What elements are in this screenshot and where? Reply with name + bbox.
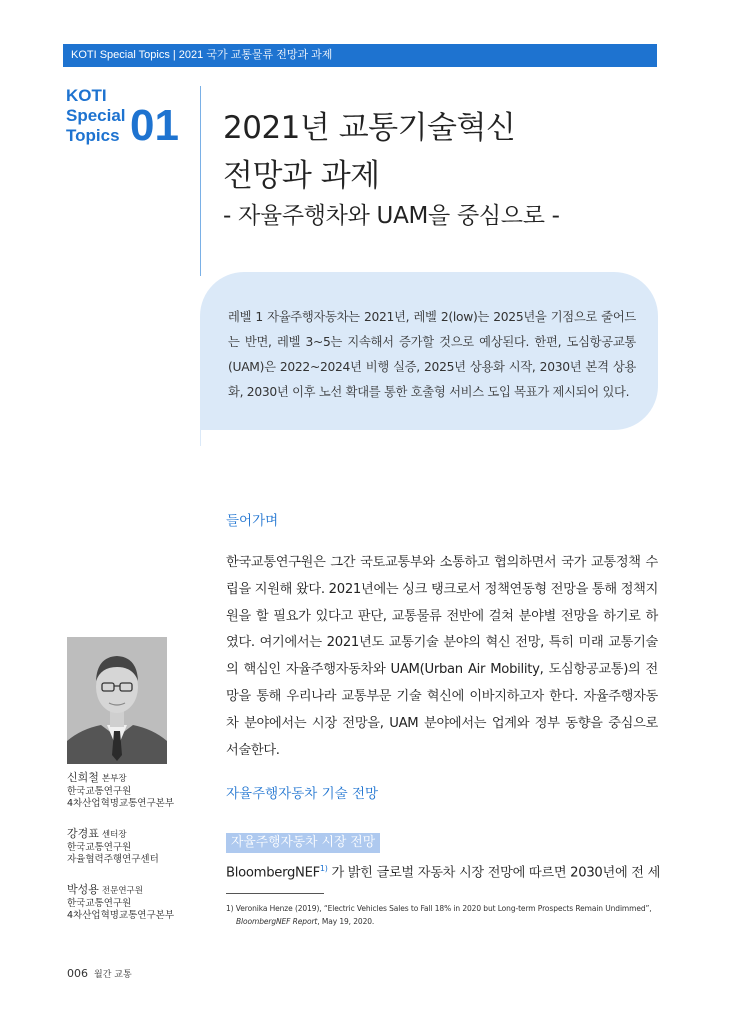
author-org: 한국교통연구원 xyxy=(67,841,132,853)
author-org: 한국교통연구원 xyxy=(67,785,132,797)
title-line-1: 2021년 교통기술혁신 xyxy=(223,110,516,146)
av-heading: 자율주행자동차 기술 전망 xyxy=(226,786,379,802)
footnote xyxy=(226,902,658,928)
title-line-2: 전망과 과제 xyxy=(223,158,380,194)
footnote-ref[interactable]: 1) xyxy=(319,864,328,873)
author-role: 센터장 xyxy=(101,830,127,840)
author-1 xyxy=(67,772,174,811)
market-body-pre: BloombergNEF xyxy=(226,865,320,881)
footnote-rule xyxy=(226,893,324,894)
footnote-text: Veronika Henze (2019), “Electric Vehicles Sales to Fall 18% in 2020 but Long-term Prospects Remain Undimmed”, xyxy=(235,904,652,913)
abstract-tail xyxy=(200,430,201,446)
author-org: 한국교통연구원 xyxy=(67,897,132,909)
author-role: 전문연구원 xyxy=(101,886,143,896)
series-label xyxy=(66,86,126,146)
page-footer xyxy=(67,967,132,980)
market-body xyxy=(226,857,661,885)
article-title xyxy=(223,104,515,200)
author-2 xyxy=(67,828,159,867)
series-number: 01 xyxy=(130,101,179,150)
author-3 xyxy=(67,884,174,923)
footnote-marker: 1) xyxy=(226,904,234,913)
market-body-post: 가 밝힌 글로벌 자동차 시장 전망에 따르면 2030년에 전 세 xyxy=(327,865,661,881)
intro-heading: 들어가며 xyxy=(226,513,279,529)
author-dept: 4차산업혁명교통연구본부 xyxy=(67,798,174,809)
market-subheading: 자율주행자동차 시장 전망 xyxy=(226,833,380,853)
author-name: 박성용 xyxy=(67,883,99,896)
intro-body: 한국교통연구원은 그간 국토교통부와 소통하고 협의하면서 국가 교통정책 수립을 지원해 왔다. 2021년에는 싱크 탱크로서 정책연동형 전망을 통해 정책지원을 할 필요가 있다고 판단, 교통물류 전반에 걸쳐 분야별 전망을 하기로 하였다. 여기에서는 2021년도 교통기술 분야의 혁신 전망, 특히 미래 교통기술의 핵심인 자율주행자동차와 UAM(Urban Air Mobility, 도심항공교통)의 전망을 통해 우리나라 교통부문 기술 혁신에 이바지하고자 한다. 자율주행자동차 분야에서는 시장 전망을, UAM 분야에서는 업계와 정부 동향을 중심으로 서술한다. xyxy=(226,555,659,758)
abstract-box xyxy=(200,272,658,430)
author-photo xyxy=(67,637,167,764)
series-label-line: Topics xyxy=(66,126,120,145)
author-role: 본부장 xyxy=(101,774,127,784)
footnote-date: , May 19, 2020. xyxy=(317,917,375,926)
page-number: 006 xyxy=(67,967,88,980)
author-name: 강경표 xyxy=(67,827,99,840)
series-label-line: KOTI xyxy=(66,86,107,105)
author-dept: 자율협력주행연구센터 xyxy=(67,854,159,865)
author-name: 신희철 xyxy=(67,771,99,784)
publication-name: 월간 교통 xyxy=(94,970,132,980)
running-header: KOTI Special Topics | 2021 국가 교통물류 전망과 과제 xyxy=(63,44,657,67)
article-subtitle: - 자율주행차와 UAM을 중심으로 - xyxy=(223,203,560,229)
title-divider xyxy=(200,86,201,276)
series-label-line: Special xyxy=(66,106,126,125)
footnote-source: BloombergNEF Report xyxy=(236,917,318,926)
abstract-text: 레벨 1 자율주행자동차는 2021년, 레벨 2(low)는 2025년을 기점으로 줄어드는 반면, 레벨 3~5는 지속해서 증가할 것으로 예상된다. 한편, 도심항공교통(UAM)은 2022~2024년 비행 실증, 2025년 상용화 시작, 2030년 본격 상용화, 2030년 이후 노선 확대를 통한 호출형 서비스 도입 목표가 제시되어 있다. xyxy=(228,310,636,399)
author-dept: 4차산업혁명교통연구본부 xyxy=(67,910,174,921)
